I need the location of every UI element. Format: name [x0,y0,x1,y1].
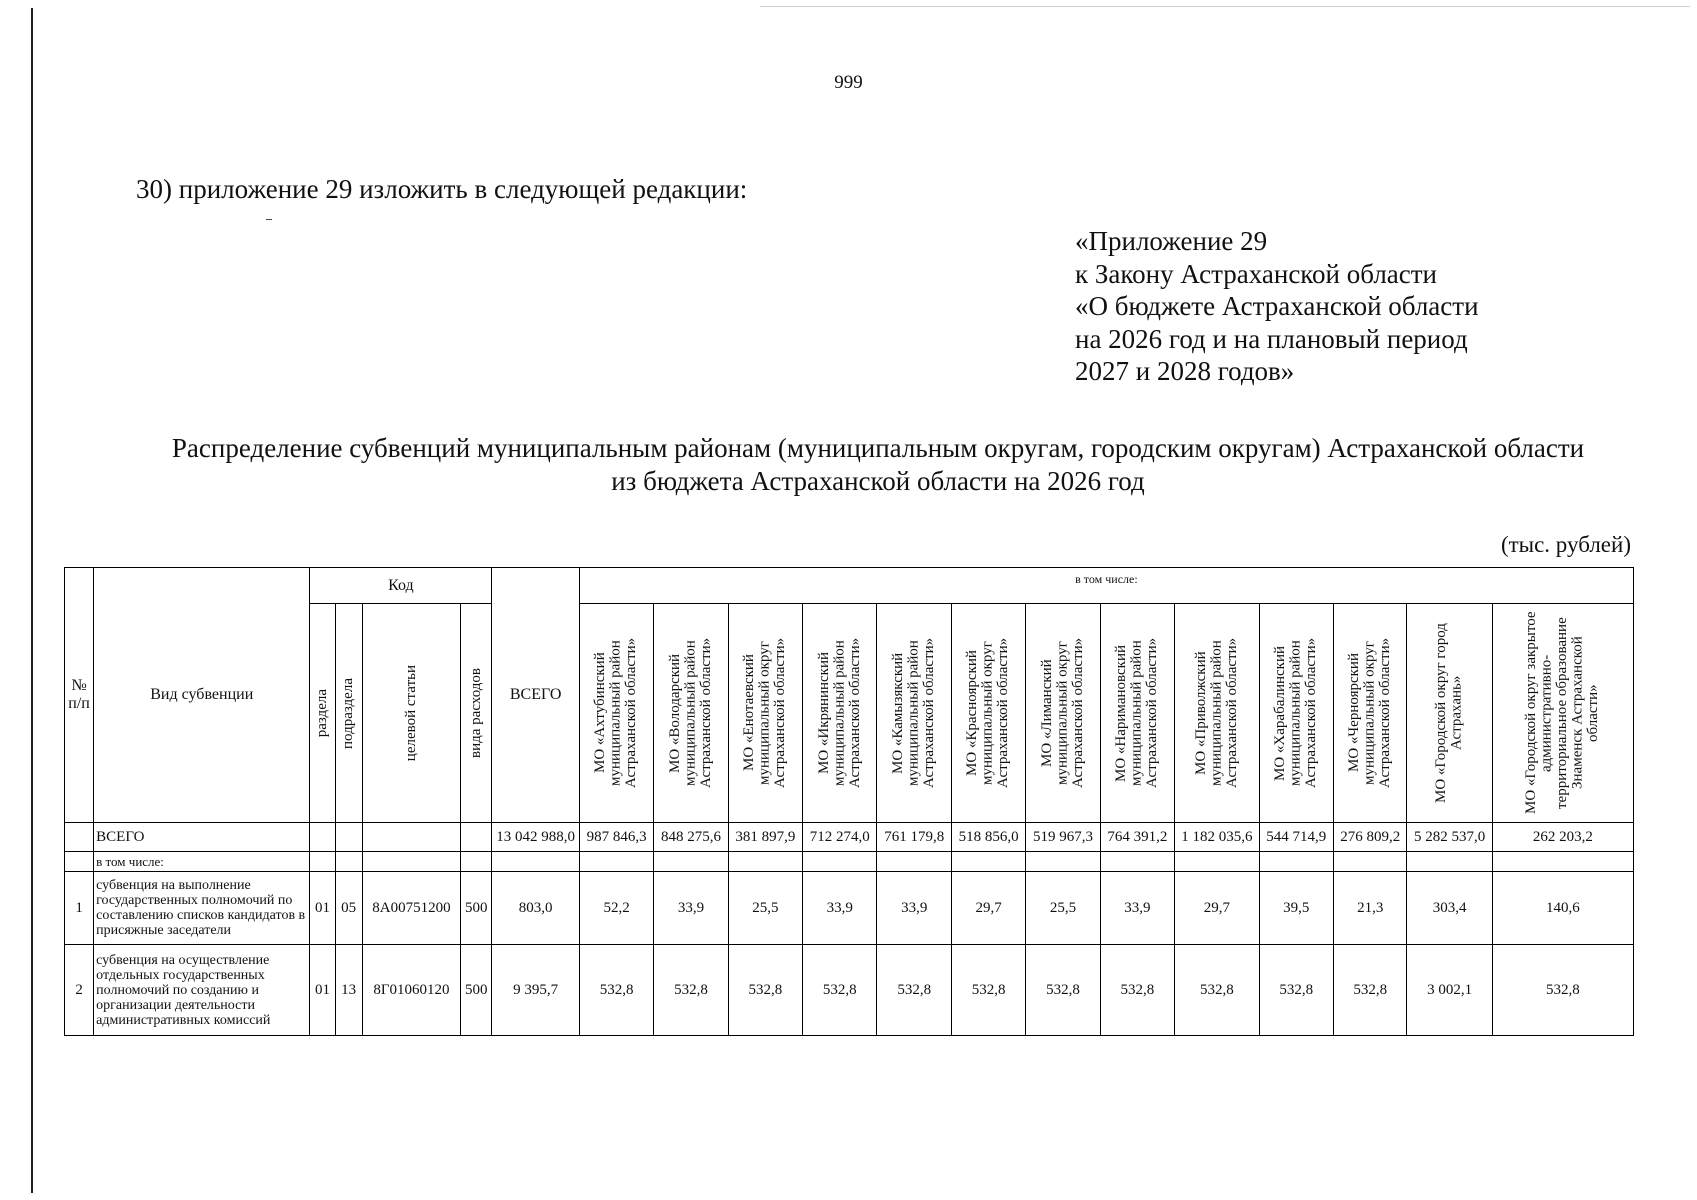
col-header-total: ВСЕГО [492,568,579,823]
total-sum: 13 042 988,0 [492,823,579,852]
row-value: 532,8 [1492,945,1633,1036]
col-header-mo: МО «Городской округ закрытое административно-территориальное образование Знаменск Астраханской области» [1492,604,1633,823]
subtitle-label: в том числе: [94,852,310,872]
subvention-table [64,567,1634,1036]
empty-cell [803,852,877,872]
col-header-code: Код [310,568,492,604]
total-value: 987 846,3 [579,823,653,852]
header-row-1 [65,568,1634,604]
col-header-mo: МО «Ахтубинский муниципальный район Астраханской области» [579,604,653,823]
intro-text: 30) приложение 29 изложить в следующей редакции: [136,174,748,204]
col-header-mo: МО «Володарский муниципальный район Астраханской области» [654,604,728,823]
row-number: 2 [65,945,94,1036]
total-value: 518 856,0 [951,823,1025,852]
document-title [60,432,1696,498]
total-value: 5 282 537,0 [1407,823,1492,852]
row-value: 33,9 [654,872,728,945]
empty-cell [1407,852,1492,872]
appendix-line: на 2026 год и на плановый период [1075,323,1468,354]
empty-cell [492,852,579,872]
col-header-target-article: целевой статьи [362,604,461,823]
total-row [65,823,1634,852]
empty-cell [728,852,802,872]
empty-cell [335,823,362,852]
total-label: ВСЕГО [94,823,310,852]
total-value: 764 391,2 [1100,823,1174,852]
appendix-line: 2027 и 2028 годов» [1075,356,1295,386]
empty-cell [579,852,653,872]
empty-cell [1259,852,1333,872]
row-value: 532,8 [654,945,728,1036]
empty-cell [1492,852,1633,872]
row-value: 532,8 [877,945,951,1036]
razdel-code: 01 [310,872,335,945]
expense-type-code: 500 [461,872,492,945]
row-number: 1 [65,872,94,945]
subvention-name: субвенция на выполнение государственных полномочий по составлению списков кандидатов в присяжные заседатели [94,872,310,945]
empty-cell [654,852,728,872]
appendix-line: «О бюджете Астраханской области [1075,291,1479,321]
row-value: 532,8 [803,945,877,1036]
empty-cell [461,823,492,852]
row-value: 25,5 [1026,872,1100,945]
row-value: 532,8 [1100,945,1174,1036]
total-value: 276 809,2 [1333,823,1406,852]
row-value: 29,7 [1175,872,1259,945]
empty-cell [1333,852,1406,872]
col-header-expense-type: вида расходов [461,604,492,823]
row-value: 532,8 [951,945,1025,1036]
subtitle-row [65,852,1634,872]
table-row [65,872,1634,945]
col-header-mo: МО «Приволжский муниципальный район Астраханской области» [1175,604,1259,823]
col-header-mo: МО «Камызякский муниципальный район Астраханской области» [877,604,951,823]
row-total: 9 395,7 [492,945,579,1036]
empty-cell [1175,852,1259,872]
col-header-name: Вид субвенции [94,568,310,823]
col-header-mo: МО «Красноярский муниципальный округ Астраханской области» [951,604,1025,823]
col-header-mo: МО «Черноярский муниципальный округ Астраханской области» [1333,604,1406,823]
razdel-code: 01 [310,945,335,1036]
row-value: 532,8 [579,945,653,1036]
col-header-including: в том числе: [579,568,1633,604]
col-header-mo: МО «Енотаевский муниципальный округ Астраханской области» [728,604,802,823]
total-value: 519 967,3 [1026,823,1100,852]
total-value: 712 274,0 [803,823,877,852]
appendix-line: «Приложение 29 [1075,226,1268,256]
total-value: 848 275,6 [654,823,728,852]
row-value: 52,2 [579,872,653,945]
col-header-mo: МО «Городской округ город Астрахань» [1407,604,1492,823]
empty-cell [310,852,335,872]
podrazdel-code: 05 [335,872,362,945]
total-num-cell [65,823,94,852]
empty-cell [877,852,951,872]
appendix-line: к Закону Астраханской области [1075,258,1438,289]
col-header-podrazdel: подраздела [335,604,362,823]
empty-cell [461,852,492,872]
row-value: 33,9 [877,872,951,945]
row-value: 532,8 [1175,945,1259,1036]
row-value: 532,8 [1333,945,1406,1036]
total-value: 1 182 035,6 [1175,823,1259,852]
empty-cell [362,823,461,852]
empty-cell [310,823,335,852]
top-scan-rule [760,6,1690,7]
table-row [65,945,1634,1036]
empty-cell [65,852,94,872]
row-value: 532,8 [1026,945,1100,1036]
total-value: 381 897,9 [728,823,802,852]
title-line: из бюджета Астраханской области на 2026 год [611,466,1145,496]
scan-mark [266,219,272,220]
empty-cell [951,852,1025,872]
units-label: (тыс. рублей) [1500,532,1631,557]
empty-cell [362,852,461,872]
row-value: 3 002,1 [1407,945,1492,1036]
row-value: 33,9 [803,872,877,945]
total-value: 262 203,2 [1492,823,1633,852]
row-value: 25,5 [728,872,802,945]
row-value: 29,7 [951,872,1025,945]
col-header-mo: МО «Лиманский муниципальный округ Астраханской области» [1026,604,1100,823]
row-value: 532,8 [728,945,802,1036]
row-total: 803,0 [492,872,579,945]
target-article-code: 8Г01060120 [362,945,461,1036]
col-header-num: № п/п [65,568,94,823]
title-line: Распределение субвенций муниципальным районам (муниципальным округам, городским округам) Астраханской области [171,433,1585,463]
appendix-header [1075,225,1479,388]
left-margin-line [31,8,33,1193]
subvention-name: субвенция на осуществление отдельных государственных полномочий по созданию и организации деятельности административных комиссий [94,945,310,1036]
empty-cell [1026,852,1100,872]
target-article-code: 8А00751200 [362,872,461,945]
row-value: 21,3 [1333,872,1406,945]
col-header-mo: МО «Наримановский муниципальный район Астраханской области» [1100,604,1174,823]
row-value: 33,9 [1100,872,1174,945]
empty-cell [335,852,362,872]
empty-cell [1100,852,1174,872]
podrazdel-code: 13 [335,945,362,1036]
row-value: 39,5 [1259,872,1333,945]
row-value: 140,6 [1492,872,1633,945]
col-header-mo: МО «Харабалинский муниципальный район Астраханской области» [1259,604,1333,823]
page-number: 999 [834,72,863,93]
expense-type-code: 500 [461,945,492,1036]
row-value: 303,4 [1407,872,1492,945]
row-value: 532,8 [1259,945,1333,1036]
col-header-mo: МО «Икрянинский муниципальный район Астраханской области» [803,604,877,823]
total-value: 544 714,9 [1259,823,1333,852]
col-header-razdel: раздела [310,604,335,823]
total-value: 761 179,8 [877,823,951,852]
